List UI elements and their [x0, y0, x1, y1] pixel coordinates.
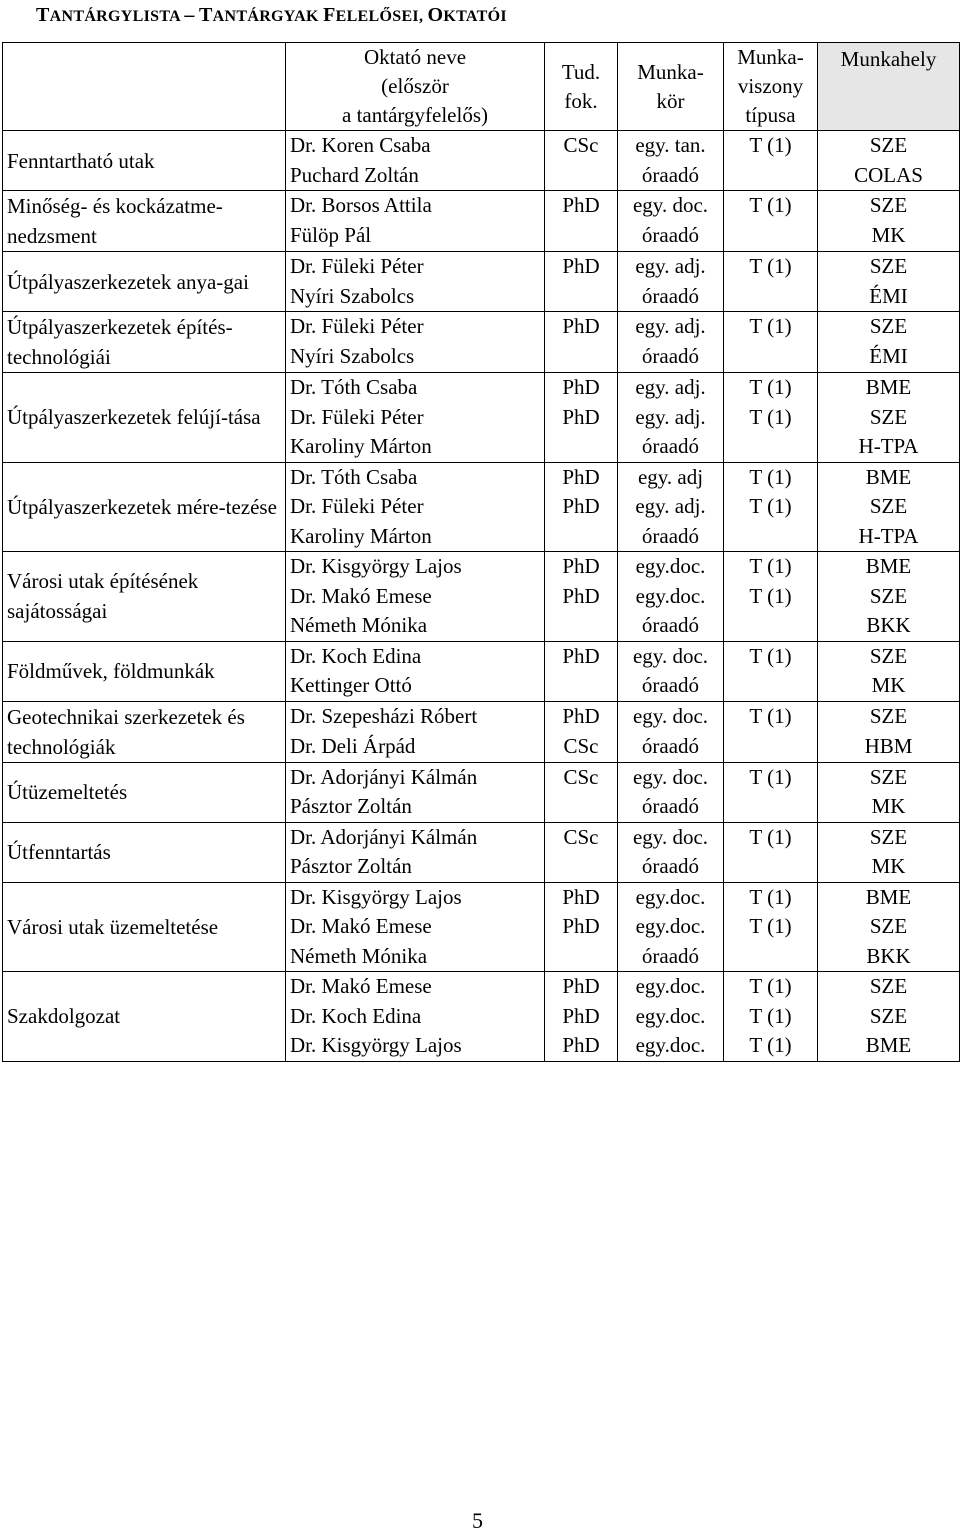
employment-cell: T (1): [724, 1002, 818, 1032]
degree-cell: PhD: [545, 552, 618, 582]
role-cell: óraadó: [618, 671, 724, 701]
degree-cell: PhD: [545, 462, 618, 492]
table-row: [3, 762, 960, 792]
employment-cell: T (1): [724, 373, 818, 403]
teacher-name-cell: Dr. Kisgyörgy Lajos: [286, 882, 545, 912]
workplace-cell: BME: [818, 882, 960, 912]
degree-cell: PhD: [545, 252, 618, 282]
header-role-line: Munka-: [637, 59, 704, 84]
role-cell: óraadó: [618, 432, 724, 462]
employment-cell: T (1): [724, 912, 818, 942]
workplace-cell: MK: [818, 671, 960, 701]
degree-cell: CSc: [545, 822, 618, 852]
workplace-cell: BKK: [818, 942, 960, 972]
degree-cell: [545, 942, 618, 972]
employment-cell: [724, 611, 818, 641]
table-row: [3, 552, 960, 582]
subject-cell: Útüzemeltetés: [3, 762, 286, 822]
workplace-cell: SZE: [818, 492, 960, 522]
teacher-name-cell: Nyíri Szabolcs: [286, 282, 545, 312]
teacher-name-cell: Dr. Adorjányi Kálmán: [286, 822, 545, 852]
workplace-cell: SZE: [818, 972, 960, 1002]
role-cell: egy. doc.: [618, 641, 724, 671]
header-employment-line: viszony: [737, 74, 804, 98]
teacher-name-cell: Dr. Szepesházi Róbert: [286, 701, 545, 732]
table-row: [3, 822, 960, 852]
role-cell: óraadó: [618, 161, 724, 191]
workplace-cell: HBM: [818, 732, 960, 763]
workplace-cell: BME: [818, 1031, 960, 1061]
employment-cell: T (1): [724, 312, 818, 343]
degree-cell: PhD: [545, 912, 618, 942]
employment-cell: [724, 432, 818, 462]
subject-cell: Földművek, földmunkák: [3, 641, 286, 701]
workplace-cell: SZE: [818, 191, 960, 222]
workplace-cell: SZE: [818, 582, 960, 612]
employment-cell: T (1): [724, 252, 818, 282]
role-cell: egy. adj: [618, 462, 724, 492]
employment-cell: [724, 732, 818, 763]
degree-cell: PhD: [545, 701, 618, 732]
employment-cell: T (1): [724, 582, 818, 612]
workplace-cell: SZE: [818, 252, 960, 282]
workplace-cell: H-TPA: [818, 432, 960, 462]
employment-cell: T (1): [724, 462, 818, 492]
workplace-cell: MK: [818, 792, 960, 822]
subject-table: [2, 42, 960, 1062]
employment-cell: [724, 161, 818, 191]
workplace-cell: SZE: [818, 312, 960, 343]
role-cell: egy.doc.: [618, 552, 724, 582]
role-cell: egy.doc.: [618, 882, 724, 912]
teacher-name-cell: Dr. Kisgyörgy Lajos: [286, 1031, 545, 1061]
teacher-name-cell: Karoliny Márton: [286, 432, 545, 462]
page-title: TANTÁRGYLISTA – TANTÁRGYAK FELELŐSEI, OKTATÓI: [36, 4, 507, 26]
role-cell: egy.doc.: [618, 1002, 724, 1032]
employment-cell: T (1): [724, 882, 818, 912]
workplace-cell: MK: [818, 221, 960, 252]
table-row: [3, 373, 960, 403]
employment-cell: [724, 792, 818, 822]
role-cell: óraadó: [618, 342, 724, 373]
workplace-cell: SZE: [818, 641, 960, 671]
workplace-cell: ÉMI: [818, 282, 960, 312]
table-row: [3, 252, 960, 282]
role-cell: egy. adj.: [618, 492, 724, 522]
degree-cell: CSc: [545, 732, 618, 763]
subject-cell: Városi utak építésének sajátosságai: [3, 552, 286, 642]
employment-cell: T (1): [724, 972, 818, 1002]
role-cell: óraadó: [618, 792, 724, 822]
teacher-name-cell: Németh Mónika: [286, 611, 545, 641]
teacher-name-cell: Dr. Adorjányi Kálmán: [286, 762, 545, 792]
degree-cell: [545, 522, 618, 552]
table-row: [3, 462, 960, 492]
header-teacher-line: Oktató neve: [363, 45, 467, 69]
workplace-cell: ÉMI: [818, 342, 960, 373]
degree-cell: [545, 671, 618, 701]
workplace-cell: BME: [818, 462, 960, 492]
employment-cell: T (1): [724, 552, 818, 582]
header-role-line: kör: [656, 88, 685, 113]
role-cell: óraadó: [618, 852, 724, 882]
degree-cell: PhD: [545, 1031, 618, 1061]
header-employment: [724, 43, 818, 131]
subject-cell: Útpályaszerkezetek anya-gai: [3, 252, 286, 312]
subject-cell: Geotechnikai szerkezetek és technológiák: [3, 701, 286, 762]
employment-cell: [724, 522, 818, 552]
teacher-name-cell: Dr. Füleki Péter: [286, 492, 545, 522]
table-row: [3, 191, 960, 222]
degree-cell: PhD: [545, 191, 618, 222]
degree-cell: PhD: [545, 641, 618, 671]
employment-cell: T (1): [724, 701, 818, 732]
table-row: [3, 641, 960, 671]
teacher-name-cell: Dr. Füleki Péter: [286, 312, 545, 343]
degree-cell: PhD: [545, 312, 618, 343]
table-body: [3, 131, 960, 1062]
degree-cell: PhD: [545, 972, 618, 1002]
employment-cell: [724, 852, 818, 882]
workplace-cell: SZE: [818, 1002, 960, 1032]
header-role: [618, 43, 724, 131]
workplace-cell: BKK: [818, 611, 960, 641]
subject-cell: Minőség- és kockázatme-nedzsment: [3, 191, 286, 252]
table-row: [3, 972, 960, 1002]
degree-cell: [545, 611, 618, 641]
teacher-name-cell: Dr. Füleki Péter: [286, 252, 545, 282]
header-employment-line: típusa: [745, 103, 796, 127]
role-cell: egy. adj.: [618, 373, 724, 403]
header-degree: [545, 43, 618, 131]
header-degree-line: fok.: [564, 88, 598, 113]
subject-cell: Városi utak üzemeltetése: [3, 882, 286, 972]
employment-cell: T (1): [724, 191, 818, 222]
degree-cell: [545, 221, 618, 252]
employment-cell: T (1): [724, 641, 818, 671]
subject-cell: Útpályaszerkezetek építés-technológiái: [3, 312, 286, 373]
workplace-cell: SZE: [818, 822, 960, 852]
role-cell: egy.doc.: [618, 972, 724, 1002]
teacher-name-cell: Pásztor Zoltán: [286, 852, 545, 882]
workplace-cell: SZE: [818, 701, 960, 732]
subject-cell: Útfenntartás: [3, 822, 286, 882]
teacher-name-cell: Fülöp Pál: [286, 221, 545, 252]
degree-cell: CSc: [545, 131, 618, 161]
role-cell: egy. adj.: [618, 312, 724, 343]
header-degree-line: Tud.: [561, 59, 601, 84]
role-cell: egy. doc.: [618, 822, 724, 852]
subject-cell: Szakdolgozat: [3, 972, 286, 1062]
role-cell: óraadó: [618, 942, 724, 972]
header-subject: [3, 43, 286, 131]
role-cell: egy.doc.: [618, 582, 724, 612]
teacher-name-cell: Dr. Makó Emese: [286, 972, 545, 1002]
degree-cell: CSc: [545, 762, 618, 792]
degree-cell: PhD: [545, 882, 618, 912]
role-cell: óraadó: [618, 522, 724, 552]
role-cell: egy. adj.: [618, 403, 724, 433]
role-cell: óraadó: [618, 732, 724, 763]
workplace-cell: SZE: [818, 912, 960, 942]
teacher-name-cell: Kettinger Ottó: [286, 671, 545, 701]
workplace-cell: BME: [818, 373, 960, 403]
teacher-name-cell: Nyíri Szabolcs: [286, 342, 545, 373]
employment-cell: [724, 221, 818, 252]
workplace-cell: COLAS: [818, 161, 960, 191]
employment-cell: [724, 671, 818, 701]
workplace-cell: SZE: [818, 131, 960, 161]
header-employment-line: Munka-: [737, 45, 804, 69]
header-teacher-line: (először: [381, 74, 449, 98]
workplace-cell: SZE: [818, 403, 960, 433]
degree-cell: PhD: [545, 582, 618, 612]
degree-cell: PhD: [545, 492, 618, 522]
subject-cell: Fenntartható utak: [3, 131, 286, 191]
role-cell: óraadó: [618, 611, 724, 641]
header-teacher-line: a tantárgyfelelős): [342, 103, 488, 127]
role-cell: óraadó: [618, 221, 724, 252]
teacher-name-cell: Puchard Zoltán: [286, 161, 545, 191]
table-row: [3, 882, 960, 912]
degree-cell: PhD: [545, 1002, 618, 1032]
teacher-name-cell: Dr. Koch Edina: [286, 641, 545, 671]
degree-cell: PhD: [545, 403, 618, 433]
subject-cell: Útpályaszerkezetek mére-tezése: [3, 462, 286, 552]
page-number: 5: [472, 1508, 483, 1533]
teacher-name-cell: Dr. Makó Emese: [286, 582, 545, 612]
teacher-name-cell: Németh Mónika: [286, 942, 545, 972]
employment-cell: [724, 342, 818, 373]
degree-cell: [545, 161, 618, 191]
role-cell: óraadó: [618, 282, 724, 312]
employment-cell: T (1): [724, 131, 818, 161]
role-cell: egy. doc.: [618, 191, 724, 222]
subject-cell: Útpályaszerkezetek felújí-tása: [3, 373, 286, 463]
employment-cell: T (1): [724, 822, 818, 852]
degree-cell: [545, 432, 618, 462]
teacher-name-cell: Dr. Kisgyörgy Lajos: [286, 552, 545, 582]
workplace-cell: H-TPA: [818, 522, 960, 552]
role-cell: egy. doc.: [618, 762, 724, 792]
teacher-name-cell: Dr. Borsos Attila: [286, 191, 545, 222]
role-cell: egy. doc.: [618, 701, 724, 732]
degree-cell: [545, 342, 618, 373]
degree-cell: [545, 282, 618, 312]
employment-cell: T (1): [724, 762, 818, 792]
table-row: [3, 701, 960, 732]
degree-cell: [545, 852, 618, 882]
employment-cell: [724, 942, 818, 972]
table-row: [3, 131, 960, 161]
role-cell: egy.doc.: [618, 912, 724, 942]
teacher-name-cell: Dr. Makó Emese: [286, 912, 545, 942]
teacher-name-cell: Dr. Deli Árpád: [286, 732, 545, 763]
teacher-name-cell: Dr. Koch Edina: [286, 1002, 545, 1032]
role-cell: egy.doc.: [618, 1031, 724, 1061]
workplace-cell: MK: [818, 852, 960, 882]
degree-cell: PhD: [545, 373, 618, 403]
header-teacher: [286, 43, 545, 131]
employment-cell: [724, 282, 818, 312]
workplace-cell: BME: [818, 552, 960, 582]
employment-cell: T (1): [724, 403, 818, 433]
teacher-name-cell: Dr. Tóth Csaba: [286, 373, 545, 403]
teacher-name-cell: Karoliny Márton: [286, 522, 545, 552]
workplace-cell: SZE: [818, 762, 960, 792]
header-workplace: Munkahely: [818, 43, 960, 131]
degree-cell: [545, 792, 618, 822]
role-cell: egy. adj.: [618, 252, 724, 282]
role-cell: egy. tan.: [618, 131, 724, 161]
employment-cell: T (1): [724, 1031, 818, 1061]
teacher-name-cell: Dr. Tóth Csaba: [286, 462, 545, 492]
employment-cell: T (1): [724, 492, 818, 522]
table-row: [3, 312, 960, 343]
teacher-name-cell: Dr. Koren Csaba: [286, 131, 545, 161]
teacher-name-cell: Dr. Füleki Péter: [286, 403, 545, 433]
teacher-name-cell: Pásztor Zoltán: [286, 792, 545, 822]
